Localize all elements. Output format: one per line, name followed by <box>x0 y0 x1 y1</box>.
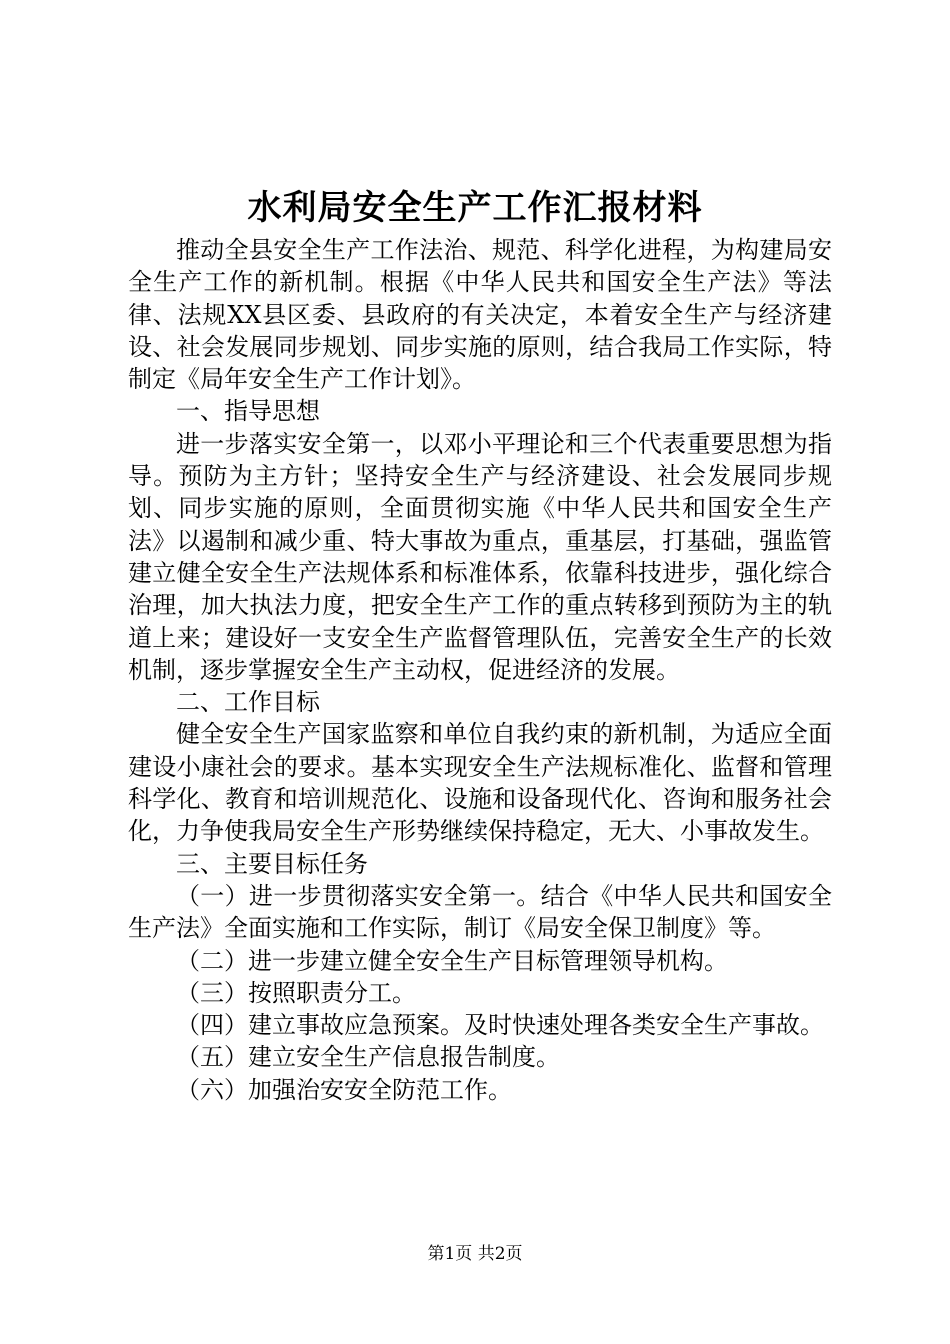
intro-paragraph: 推动全县安全生产工作法治、规范、科学化进程，为构建局安全生产工作的新机制。根据《中华人民共和国安全生产法》等法律、法规XX县区委、县政府的有关决定，本着安全生产与经济建设、社会发展同步规划、同步实施的原则，结合我局工作实际，特制定《局年安全生产工作计划》。 <box>128 236 832 394</box>
section-heading-guiding-ideology: 一、指导思想 <box>176 397 320 426</box>
task-item-3: （三）按照职责分工。 <box>176 978 416 1007</box>
task-item-2: （二）进一步建立健全安全生产目标管理领导机构。 <box>176 946 728 975</box>
task-item-1: （一）进一步贯彻落实安全第一。结合《中华人民共和国安全生产法》全面实施和工作实际，制订《局安全保卫制度》等。 <box>128 881 832 943</box>
work-goals-paragraph: 健全安全生产国家监察和单位自我约束的新机制，为适应全面建设小康社会的要求。基本实现安全生产法规标准化、监督和管理科学化、教育和培训规范化、设施和设备现代化、咨询和服务社会化，力争使我局安全生产形势继续保持稳定，无大、小事故发生。 <box>128 720 832 846</box>
task-item-5: （五）建立安全生产信息报告制度。 <box>176 1043 560 1072</box>
document-title: 水利局安全生产工作汇报材料 <box>247 188 703 228</box>
document-body <box>128 234 832 1106</box>
guiding-ideology-paragraph: 进一步落实安全第一，以邓小平理论和三个代表重要思想为指导。预防为主方针；坚持安全生产与经济建设、社会发展同步规划、同步实施的原则，全面贯彻实施《中华人民共和国安全生产法》以遏制和减少重、特大事故为重点，重基层，打基础，强监管建立健全安全生产法规体系和标准体系，依靠科技进步，强化综合治理，加大执法力度，把安全生产工作的重点转移到预防为主的轨道上来；建设好一支安全生产监督管理队伍，完善安全生产的长效机制，逐步掌握安全生产主动权，促进经济的发展。 <box>128 429 832 684</box>
task-item-6: （六）加强治安安全防范工作。 <box>176 1075 512 1104</box>
page-footer: 第1页 共2页 <box>427 1244 523 1264</box>
section-heading-work-goals: 二、工作目标 <box>176 688 320 717</box>
section-heading-main-tasks: 三、主要目标任务 <box>176 849 368 878</box>
task-item-4: （四）建立事故应急预案。及时快速处理各类安全生产事故。 <box>176 1011 824 1040</box>
